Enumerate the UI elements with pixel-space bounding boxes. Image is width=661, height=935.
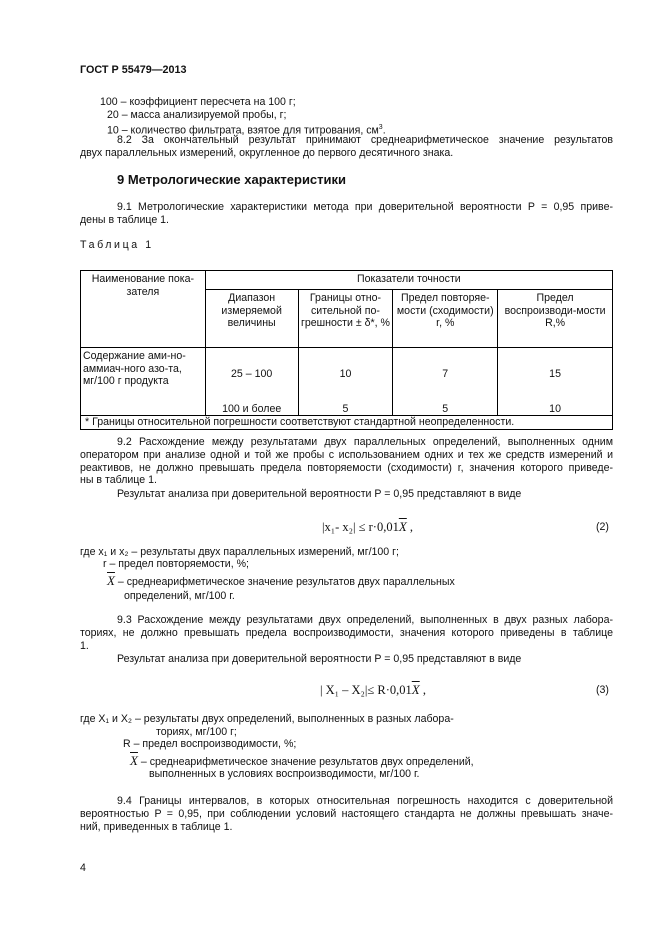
row-indicator-name: Содержание ами-но-аммиач-ного азо-та, мг/100 г продукта [81,348,206,416]
term-text: 10 – количество фильтрата, взятое для титрования, см [107,124,379,137]
paragraph-line: Результат анализа при доверительной вероятности P = 0,95 представляют в виде [117,653,522,665]
section-title: 9 Метрологические характеристики [117,172,347,187]
paragraph-line: 1. [80,640,89,652]
header-repeatability: Предел повторяе-мости (сходимости) r, % [393,290,498,348]
formula-3: | $X_1 - X_2|\le R\cdot 0,01\overline{X}$ , [320,682,426,697]
paragraph-line: 9.1 Метрологические характеристики метода при доверительной вероятности P = 0,95 приве- [117,201,613,213]
paragraph-line: 8.2 За окончательный результат принимают среднеарифметическое значение результатов [117,134,613,146]
table-footnote: * Границы относительной погрешности соответствуют стандартной неопределенности. [81,416,613,430]
paragraph-line: Результат анализа при доверительной вероятности P = 0,95 представляют в виде [117,488,522,500]
formula-number: (2) [596,521,609,533]
where-line: ториях, мг/100 г; [156,726,237,738]
page-number: 4 [80,862,86,874]
header-indicator-name: Наименование пока-зателя [81,271,206,348]
paragraph-line: 9.3 Расхождение между результатами двух определений, выполненных в двух разных лабора- [117,614,613,626]
where-line: $\overline{X}$ – среднеарифметическое значение результатов двух определений, [130,753,474,768]
table-cell: 25 – 100 100 и более [205,348,298,416]
table-cell: 15 10 [498,348,613,416]
paragraph-line: ны в таблице 1. [80,474,157,486]
superscript: 3 [378,124,383,131]
paragraph-line: двух параллельных измерений, округленное до первого десятичного знака. [80,147,454,159]
table-caption: Таблица 1 [80,239,154,251]
paragraph-line: ний, приведенных в таблице 1. [80,821,233,833]
header-accuracy-group: Показатели точности [205,271,612,290]
table-cell: 7 5 [393,348,498,416]
header-error-bounds: Границы отно-сительной по-грешности ± δ*, % [298,290,393,348]
term-end: . [382,124,386,137]
paragraph-line: ториях, не должно превышать предела воспроизводимости, значения которого приведены в таблице [80,627,613,639]
formula-2: |x₁- $x_2| \le r\cdot 0,01\overline{X}$ , [322,519,414,534]
paragraph-line: реактивов, не должно превышать предела повторяемости (сходимости) r, значения которого приведе- [80,462,613,474]
metrology-table [80,270,613,430]
term-line: 100 – коэффициент пересчета на 100 г; [100,96,296,108]
where-line: R – предел воспроизводимости, %; [123,738,297,750]
where-line: выполненных в условиях воспроизводимости, мг/100 г. [149,768,420,780]
term-line: 20 – масса анализируемой пробы, г; [107,109,287,121]
document-header: ГОСТ Р 55479—2013 [80,64,187,76]
where-line: r – предел повторяемости, %; [103,558,249,570]
header-range: Диапазон измеряемой величины [205,290,298,348]
where-line: где x₁ и x₂ – результаты двух параллельных измерений, мг/100 г; [80,546,399,558]
paragraph-line: вероятностью P = 0,95, при соблюдении условий настоящего стандарта не должны превышать значе- [80,808,613,820]
where-line: определений, мг/100 г. [124,590,235,602]
paragraph-line: оператором при анализе одной и той же пробы с использованием одних и тех же средств измерений и [80,449,613,461]
paragraph-line: 9.2 Расхождение между результатами двух параллельных определений, выполненных одним [117,436,613,448]
formula-number: (3) [596,684,609,696]
header-reproducibility: Предел воспроизводи-мости R,% [498,290,613,348]
where-line: $\overline{X}$ – среднеарифметическое значение результатов двух параллельных [107,573,455,588]
paragraph-line: 9.4 Границы интервалов, в которых относительная погрешность находится с доверительной [117,795,613,807]
table-cell: 10 5 [298,348,393,416]
paragraph-line: дены в таблице 1. [80,214,169,226]
where-line: где X₁ и X₂ – результаты двух определений, выполненных в разных лабора- [80,713,454,725]
